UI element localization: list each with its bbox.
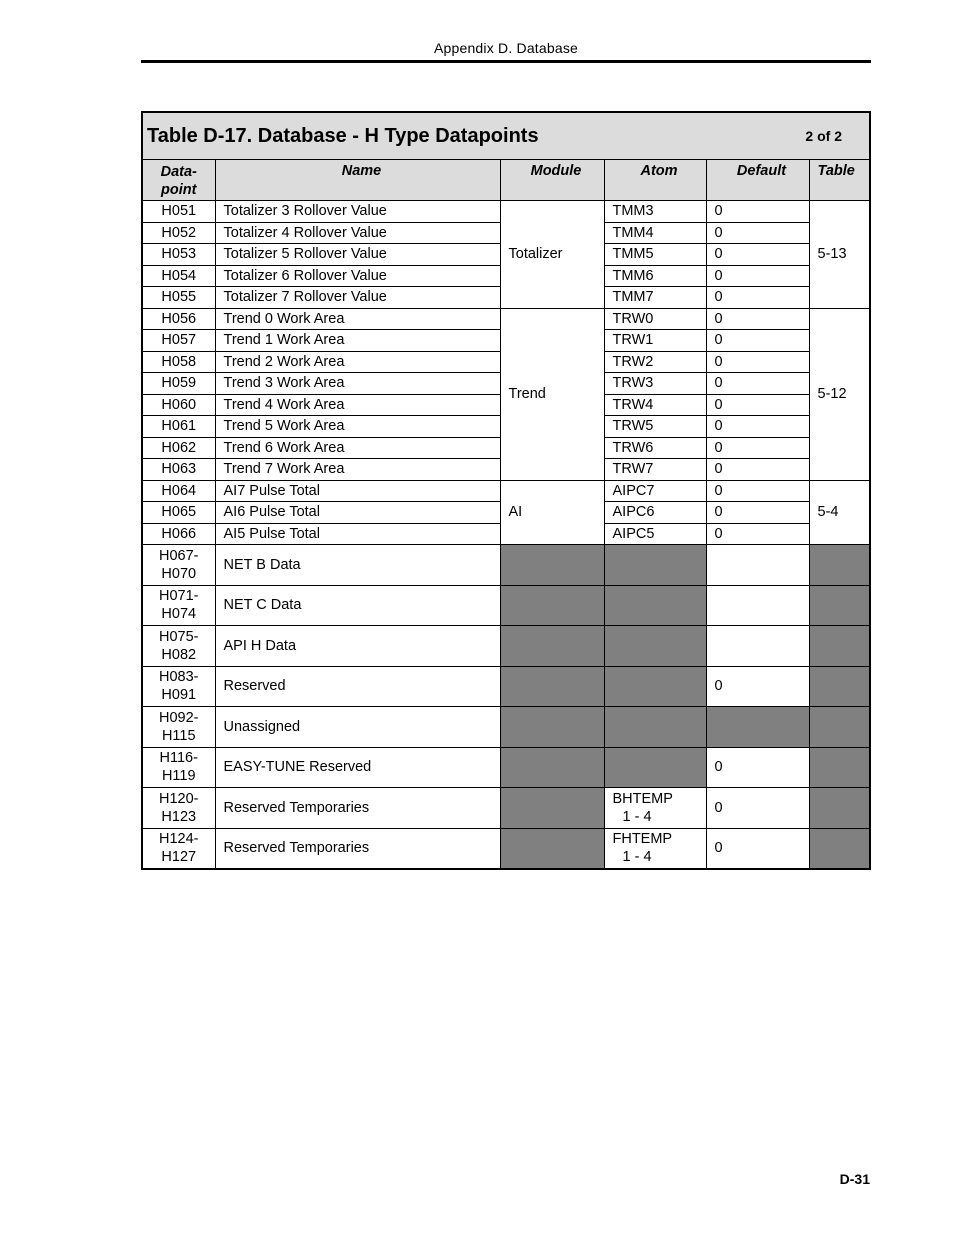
cell-atom: TMM5 xyxy=(604,244,706,266)
cell-name: Totalizer 7 Rollover Value xyxy=(215,287,500,309)
cell-atom xyxy=(604,788,706,829)
cell-default: 0 xyxy=(706,437,809,459)
cell-name: API H Data xyxy=(215,626,500,667)
dp-range-end: H070 xyxy=(161,565,197,582)
cell-table-ref: 5-13 xyxy=(809,201,870,309)
cell-atom xyxy=(604,828,706,869)
cell-datapoint-range xyxy=(142,626,215,667)
cell-default: 0 xyxy=(706,502,809,524)
cell-atom: AIPC7 xyxy=(604,480,706,502)
cell-default: 0 xyxy=(706,828,809,869)
cell-name: Trend 1 Work Area xyxy=(215,330,500,352)
cell-datapoint: H066 xyxy=(142,523,215,545)
cell-atom: TRW3 xyxy=(604,373,706,395)
cell-datapoint-range xyxy=(142,747,215,788)
cell-default: 0 xyxy=(706,459,809,481)
cell-name: Trend 0 Work Area xyxy=(215,308,500,330)
cell-default: 0 xyxy=(706,351,809,373)
cell-table-shaded xyxy=(809,626,870,667)
cell-atom: TMM7 xyxy=(604,287,706,309)
cell-atom-shaded xyxy=(604,626,706,667)
dp-range-end: H119 xyxy=(161,768,196,785)
dp-range-end: H091 xyxy=(161,687,197,704)
cell-name: Reserved Temporaries xyxy=(215,828,500,869)
cell-datapoint: H062 xyxy=(142,437,215,459)
cell-name: Totalizer 4 Rollover Value xyxy=(215,222,500,244)
cell-datapoint: H059 xyxy=(142,373,215,395)
datapoint-table xyxy=(141,111,871,870)
cell-datapoint: H055 xyxy=(142,287,215,309)
table-row xyxy=(142,201,870,223)
cell-default: 0 xyxy=(706,747,809,788)
cell-name: Unassigned xyxy=(215,707,500,748)
cell-datapoint: H058 xyxy=(142,351,215,373)
table-row xyxy=(142,626,870,667)
cell-module: Trend xyxy=(500,308,604,480)
cell-module-shaded xyxy=(500,666,604,707)
cell-datapoint-range xyxy=(142,828,215,869)
cell-module: Totalizer xyxy=(500,201,604,309)
col-header-datapoint-line1: Data- xyxy=(160,164,197,180)
cell-atom: TRW1 xyxy=(604,330,706,352)
cell-datapoint: H063 xyxy=(142,459,215,481)
cell-atom: TMM6 xyxy=(604,265,706,287)
cell-default: 0 xyxy=(706,244,809,266)
cell-default: 0 xyxy=(706,265,809,287)
cell-table-shaded xyxy=(809,666,870,707)
cell-name: Totalizer 3 Rollover Value xyxy=(215,201,500,223)
cell-table-shaded xyxy=(809,545,870,586)
datapoint-table-container xyxy=(141,111,871,870)
cell-module-shaded xyxy=(500,585,604,626)
cell-name: EASY-TUNE Reserved xyxy=(215,747,500,788)
cell-atom-shaded xyxy=(604,747,706,788)
cell-atom: TRW5 xyxy=(604,416,706,438)
dp-range-start: H083- xyxy=(159,669,199,686)
table-row xyxy=(142,545,870,586)
cell-default: 0 xyxy=(706,666,809,707)
cell-datapoint-range xyxy=(142,707,215,748)
table-row xyxy=(142,828,870,869)
cell-module-shaded xyxy=(500,707,604,748)
cell-atom: TRW6 xyxy=(604,437,706,459)
col-header-module: Module xyxy=(500,160,604,201)
cell-default-shaded xyxy=(706,707,809,748)
table-row xyxy=(142,585,870,626)
dp-range-end: H115 xyxy=(161,727,196,744)
cell-table-ref: 5-12 xyxy=(809,308,870,480)
col-header-table: Table xyxy=(809,160,870,201)
dp-range-start: H067- xyxy=(159,547,199,564)
cell-default: 0 xyxy=(706,222,809,244)
cell-default: 0 xyxy=(706,201,809,223)
cell-atom: TMM4 xyxy=(604,222,706,244)
cell-datapoint: H054 xyxy=(142,265,215,287)
cell-datapoint: H056 xyxy=(142,308,215,330)
cell-module-shaded xyxy=(500,626,604,667)
dp-range-start: H075- xyxy=(159,628,199,645)
cell-table-shaded xyxy=(809,707,870,748)
cell-module-shaded xyxy=(500,828,604,869)
cell-name: AI5 Pulse Total xyxy=(215,523,500,545)
table-title-row xyxy=(142,112,870,160)
dp-range-start: H071- xyxy=(159,588,199,605)
dp-range-end: H082 xyxy=(161,646,197,663)
cell-table-ref: 5-4 xyxy=(809,480,870,545)
dp-range-start: H116- xyxy=(159,750,198,767)
dp-range-end: H127 xyxy=(161,849,197,866)
cell-datapoint: H053 xyxy=(142,244,215,266)
atom-line2: 1 - 4 xyxy=(622,808,652,825)
table-row xyxy=(142,666,870,707)
cell-table-shaded xyxy=(809,747,870,788)
cell-datapoint: H060 xyxy=(142,394,215,416)
cell-name: Trend 6 Work Area xyxy=(215,437,500,459)
cell-name: Trend 2 Work Area xyxy=(215,351,500,373)
cell-default xyxy=(706,585,809,626)
cell-atom-shaded xyxy=(604,585,706,626)
cell-atom: TRW4 xyxy=(604,394,706,416)
cell-datapoint: H065 xyxy=(142,502,215,524)
cell-datapoint-range xyxy=(142,666,215,707)
table-title-cell xyxy=(142,112,870,160)
cell-atom: TRW7 xyxy=(604,459,706,481)
cell-name: Trend 4 Work Area xyxy=(215,394,500,416)
atom-line1: FHTEMP xyxy=(612,831,673,848)
cell-default: 0 xyxy=(706,394,809,416)
cell-module-shaded xyxy=(500,545,604,586)
cell-default: 0 xyxy=(706,523,809,545)
cell-name: Trend 5 Work Area xyxy=(215,416,500,438)
cell-datapoint: H052 xyxy=(142,222,215,244)
cell-datapoint: H057 xyxy=(142,330,215,352)
dp-range-start: H092- xyxy=(159,709,199,726)
cell-name: Totalizer 5 Rollover Value xyxy=(215,244,500,266)
dp-range-start: H124- xyxy=(159,831,199,848)
cell-name: Totalizer 6 Rollover Value xyxy=(215,265,500,287)
cell-datapoint: H061 xyxy=(142,416,215,438)
cell-default xyxy=(706,626,809,667)
atom-line1: BHTEMP xyxy=(612,790,673,807)
cell-datapoint-range xyxy=(142,585,215,626)
cell-datapoint-range xyxy=(142,788,215,829)
cell-default: 0 xyxy=(706,416,809,438)
cell-module-shaded xyxy=(500,747,604,788)
table-row xyxy=(142,480,870,502)
cell-name: AI6 Pulse Total xyxy=(215,502,500,524)
cell-atom: TRW2 xyxy=(604,351,706,373)
cell-datapoint: H051 xyxy=(142,201,215,223)
cell-name: AI7 Pulse Total xyxy=(215,480,500,502)
cell-module: AI xyxy=(500,480,604,545)
column-header-row xyxy=(142,160,870,201)
table-row xyxy=(142,788,870,829)
cell-default: 0 xyxy=(706,308,809,330)
table-title: Table D-17. Database - H Type Datapoints xyxy=(147,125,539,147)
header-rule xyxy=(141,60,871,63)
page-number: D-31 xyxy=(839,1171,870,1187)
dp-range-end: H074 xyxy=(161,606,197,623)
col-header-datapoint-line2: point xyxy=(161,182,197,198)
cell-default: 0 xyxy=(706,480,809,502)
cell-default: 0 xyxy=(706,330,809,352)
cell-atom-shaded xyxy=(604,666,706,707)
table-row xyxy=(142,747,870,788)
cell-table-shaded xyxy=(809,585,870,626)
cell-name: Trend 7 Work Area xyxy=(215,459,500,481)
dp-range-start: H120- xyxy=(159,790,199,807)
cell-atom: AIPC5 xyxy=(604,523,706,545)
cell-atom: AIPC6 xyxy=(604,502,706,524)
col-header-atom: Atom xyxy=(604,160,706,201)
cell-table-shaded xyxy=(809,828,870,869)
col-header-name: Name xyxy=(215,160,500,201)
cell-table-shaded xyxy=(809,788,870,829)
cell-name: NET B Data xyxy=(215,545,500,586)
cell-atom: TRW0 xyxy=(604,308,706,330)
atom-line2: 1 - 4 xyxy=(622,849,652,866)
cell-name: NET C Data xyxy=(215,585,500,626)
cell-default xyxy=(706,545,809,586)
cell-module-shaded xyxy=(500,788,604,829)
table-row xyxy=(142,308,870,330)
table-page-indicator: 2 of 2 xyxy=(805,128,842,144)
cell-default: 0 xyxy=(706,788,809,829)
cell-atom-shaded xyxy=(604,545,706,586)
col-header-default: Default xyxy=(706,160,809,201)
cell-atom-shaded xyxy=(604,707,706,748)
running-head: Appendix D. Database xyxy=(433,40,579,56)
cell-datapoint-range xyxy=(142,545,215,586)
cell-name: Trend 3 Work Area xyxy=(215,373,500,395)
dp-range-end: H123 xyxy=(161,808,197,825)
cell-name: Reserved xyxy=(215,666,500,707)
cell-atom: TMM3 xyxy=(604,201,706,223)
cell-datapoint: H064 xyxy=(142,480,215,502)
cell-default: 0 xyxy=(706,373,809,395)
table-row xyxy=(142,707,870,748)
cell-name: Reserved Temporaries xyxy=(215,788,500,829)
col-header-datapoint xyxy=(142,160,215,201)
cell-default: 0 xyxy=(706,287,809,309)
